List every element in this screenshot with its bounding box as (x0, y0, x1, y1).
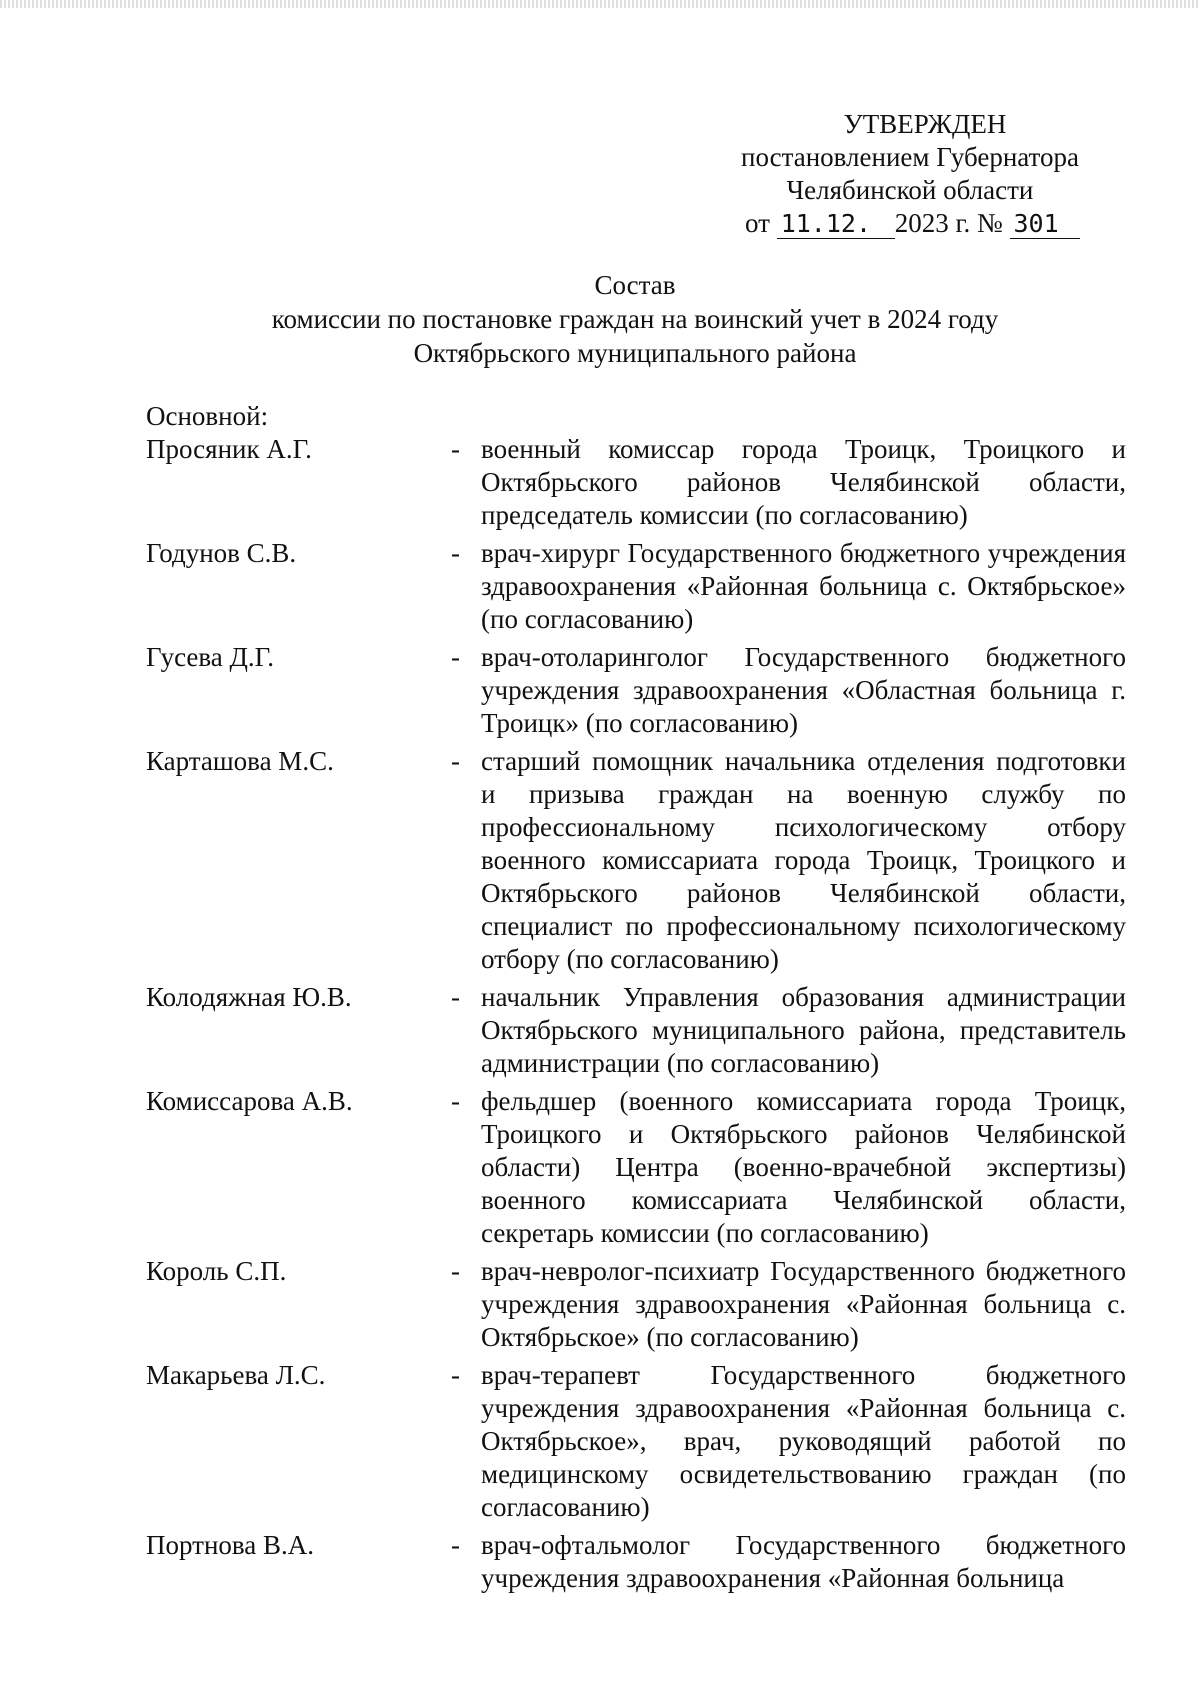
member-dash: - (451, 1360, 460, 1390)
member-description: начальник Управления образования администрации Октябрьского муниципального района, представитель администрации (по согласованию) (481, 982, 1126, 1078)
member-name: Просяник А.Г. (146, 434, 312, 464)
approval-heading: УТВЕРЖДЕН (843, 109, 1007, 139)
member-description: врач-невролог-психиатр Государственного бюджетного учреждения здравоохранения «Районная больница с. Октябрьское» (по согласованию) (481, 1256, 1126, 1352)
member-dash: - (451, 1086, 460, 1116)
member-name: Гусева Д.Г. (146, 642, 274, 672)
member-dash: - (451, 642, 460, 672)
section-label: Основной: (146, 401, 269, 431)
member-row (146, 1085, 1126, 1250)
approval-stamp (700, 108, 1120, 240)
member-dash: - (451, 1530, 460, 1560)
member-dash: - (451, 982, 460, 1012)
member-dash: - (451, 1256, 460, 1286)
date-value: 11.12. (777, 210, 895, 239)
approval-line-2: Челябинской области (786, 175, 1034, 205)
member-name: Комиссарова А.В. (146, 1086, 353, 1116)
member-dash: - (451, 538, 460, 568)
member-name: Карташова М.С. (146, 746, 334, 776)
member-dash: - (451, 434, 460, 464)
member-description: фельдшер (военного комиссариата города Троицк, Троицкого и Октябрьского районов Челябинской области) Центра (военно-врачебной экспертизы) военного комиссариата Челябинской области, секретарь комиссии (по согласованию) (481, 1086, 1126, 1248)
date-prefix: от (745, 208, 770, 238)
member-description: врач-терапевт Государственного бюджетного учреждения здравоохранения «Районная больница с. Октябрьское», врач, руководящий работой по медицинскому освидетельствованию граждан (по согласованию) (481, 1360, 1126, 1522)
member-name: Король С.П. (146, 1256, 287, 1286)
member-row (146, 1529, 1126, 1595)
member-row (146, 641, 1126, 740)
member-description: врач-хирург Государственного бюджетного учреждения здравоохранения «Районная больница с. Октябрьское» (по согласованию) (481, 538, 1126, 634)
member-name: Колодяжная Ю.В. (146, 982, 352, 1012)
title-line-3: Октябрьского муниципального района (413, 338, 857, 368)
year-text: 2023 г. № (894, 208, 1003, 238)
approval-date-line (700, 207, 1120, 240)
member-name: Портнова В.А. (146, 1530, 315, 1560)
member-dash: - (451, 746, 460, 776)
document-title (150, 268, 1120, 370)
approval-line-1: постановлением Губернатора (741, 142, 1079, 172)
member-row (146, 981, 1126, 1080)
member-row (146, 1255, 1126, 1354)
member-name: Макарьева Л.С. (146, 1360, 326, 1390)
member-row (146, 433, 1126, 532)
scan-edge (0, 0, 1200, 8)
member-row (146, 1359, 1126, 1524)
title-line-2: комиссии по постановке граждан на воинский учет в 2024 году (271, 304, 999, 334)
member-description: врач-офтальмолог Государственного бюджетного учреждения здравоохранения «Районная больница (481, 1530, 1126, 1593)
title-line-1: Состав (594, 270, 676, 300)
decree-number: 301 (1010, 210, 1080, 239)
member-description: старший помощник начальника отделения подготовки и призыва граждан на военную службу по профессиональному психологическому отбору военного комиссариата города Троицк, Троицкого и Октябрьского районов Челябинской области, специалист по профессиональному психологическому отбору (по согласованию) (481, 746, 1126, 974)
member-row (146, 745, 1126, 976)
member-row (146, 537, 1126, 636)
member-name: Годунов С.В. (146, 538, 297, 568)
member-description: военный комиссар города Троицк, Троицкого и Октябрьского районов Челябинской области, председатель комиссии (по согласованию) (481, 434, 1126, 530)
member-description: врач-отоларинголог Государственного бюджетного учреждения здравоохранения «Областная больница г. Троицк» (по согласованию) (481, 642, 1126, 738)
member-list (146, 433, 1126, 1600)
